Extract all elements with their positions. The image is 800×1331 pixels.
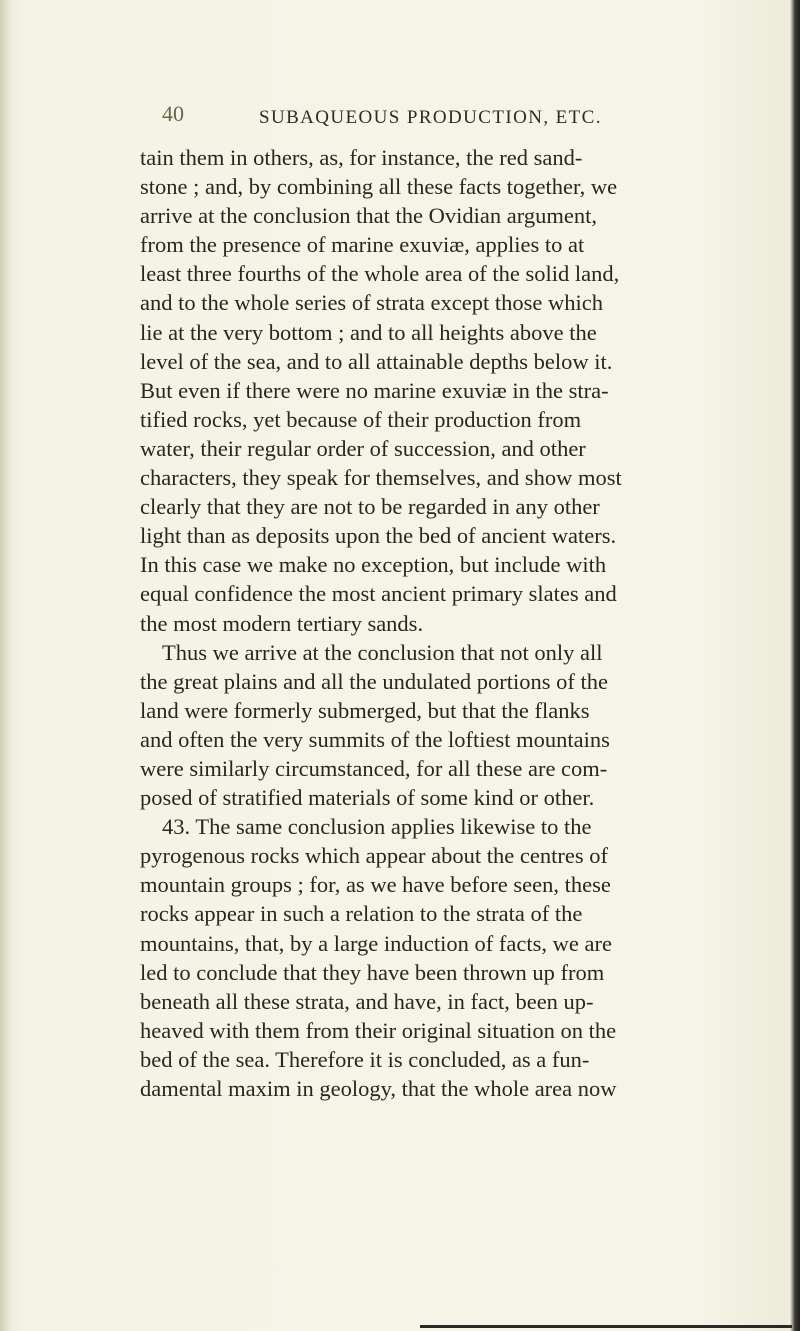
text-line: pyrogenous rocks which appear about the centres of — [140, 843, 608, 869]
text-line: bed of the sea. Therefore it is concluded, as a fun- — [140, 1046, 590, 1072]
text-line: lie at the very bottom ; and to all heights above the — [140, 319, 597, 345]
text-line: rocks appear in such a relation to the strata of the — [140, 901, 583, 927]
text-line: tain them in others, as, for instance, the red sand- — [140, 145, 583, 170]
text-line: led to conclude that they have been thrown up from — [140, 959, 605, 985]
text-line: clearly that they are not to be regarded in any other — [140, 494, 600, 520]
running-title: SUBAQUEOUS PRODUCTION, ETC. — [259, 107, 602, 128]
text-line: the great plains and all the undulated portions of the — [140, 668, 608, 694]
text-line: mountains, that, by a large induction of facts, we are — [140, 930, 612, 956]
paragraph-start-line: Thus we arrive at the conclusion that not only all — [162, 639, 603, 665]
text-line: beneath all these strata, and have, in fact, been up- — [140, 988, 594, 1014]
text-line: level of the sea, and to all attainable depths below it. — [140, 348, 613, 374]
text-line: damental maxim in geology, that the whole area now — [140, 1076, 617, 1101]
section-43-start-line: 43. The same conclusion applies likewise to the — [162, 814, 592, 840]
text-line: from the presence of marine exuviæ, applies to at — [140, 232, 585, 258]
text-line: and often the very summits of the loftiest mountains — [140, 726, 610, 752]
text-line: the most modern tertiary sands. — [140, 610, 424, 636]
page-edge — [790, 0, 800, 1331]
text-line: In this case we make no exception, but include with — [140, 552, 607, 578]
text-line: and to the whole series of strata except those which — [140, 290, 603, 316]
spine-shadow — [0, 0, 12, 1331]
text-line: land were formerly submerged, but that the flanks — [140, 697, 590, 723]
page-header — [0, 101, 800, 131]
text-line: arrive at the conclusion that the Ovidian argument, — [140, 203, 597, 229]
text-line: But even if there were no marine exuviæ in the stra- — [140, 377, 609, 403]
text-line: heaved with them from their original situation on the — [140, 1017, 617, 1043]
text-line: stone ; and, by combining all these facts together, we — [140, 174, 618, 200]
text-line: light than as deposits upon the bed of ancient waters. — [140, 523, 617, 549]
text-line: tified rocks, yet because of their production from — [140, 406, 582, 432]
page-number: 40 — [162, 101, 184, 126]
text-line: water, their regular order of succession, and other — [140, 435, 586, 461]
text-line: characters, they speak for themselves, and show most — [140, 465, 622, 491]
bottom-edge-rule — [420, 1325, 792, 1328]
body-text — [140, 143, 780, 1103]
text-line: equal confidence the most ancient primary slates and — [140, 581, 617, 607]
text-line: least three fourths of the whole area of the solid land, — [140, 261, 620, 287]
text-line: mountain groups ; for, as we have before seen, these — [140, 872, 611, 898]
text-line: were similarly circumstanced, for all these are com- — [140, 755, 608, 781]
text-line: posed of stratified materials of some kind or other. — [140, 785, 595, 811]
